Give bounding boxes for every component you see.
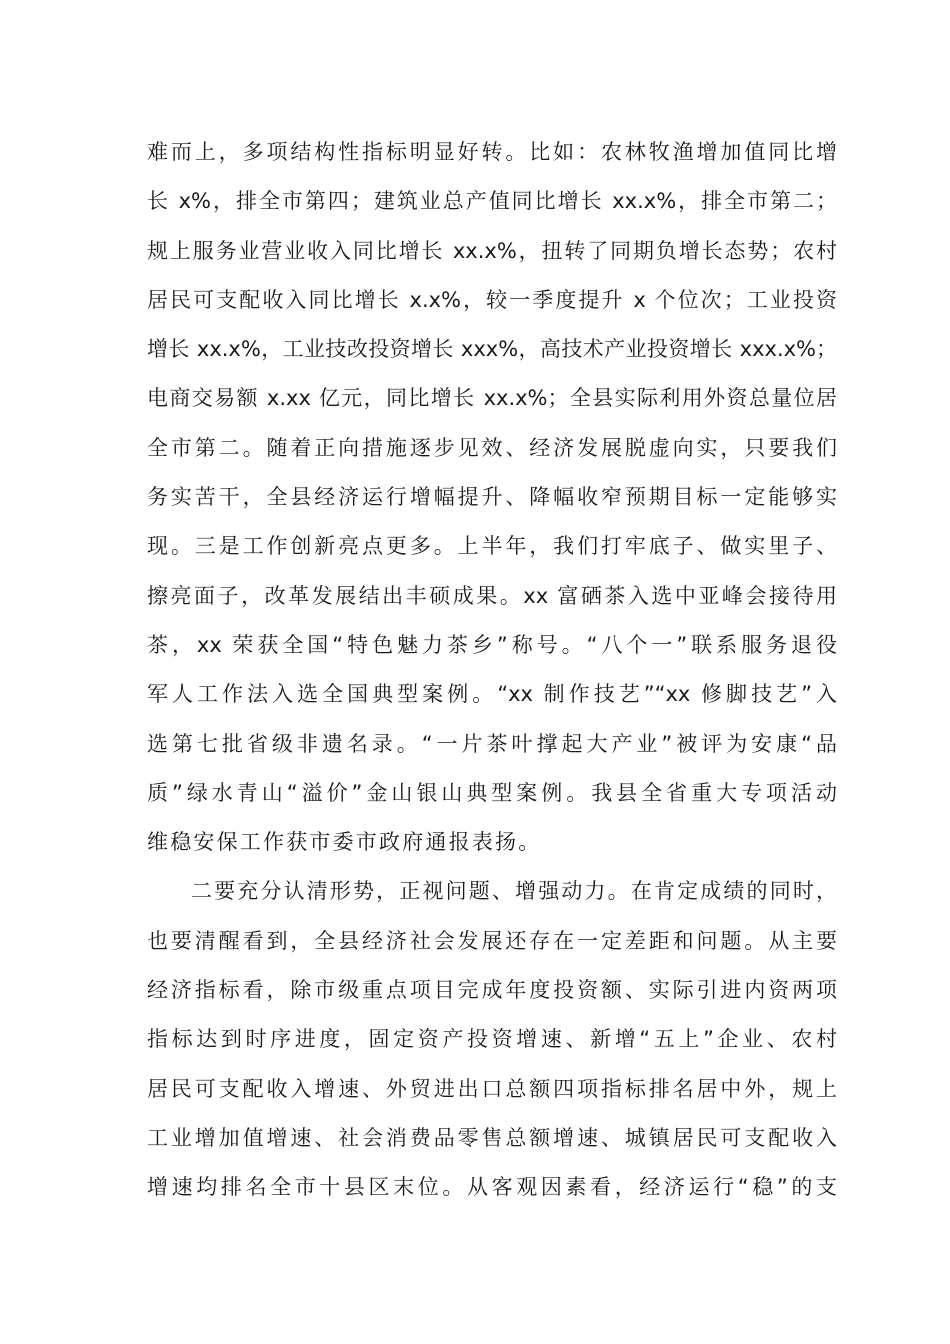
text-line: 选第七批省级非遗名录。“一片茶叶撑起大产业”被评为安康“品 — [147, 731, 837, 756]
text-line: 也要清醒看到，全县经济社会发展还存在一定差距和问题。从主要 — [147, 928, 837, 953]
text-line: 工业增加值增速、社会消费品零售总额增速、城镇居民可支配收入 — [147, 1125, 837, 1150]
text-line: 质”绿水青山“溢价”金山银山典型案例。我县全省重大专项活动 — [147, 780, 837, 805]
text-line: 居民可支配收入同比增长 x.x%，较一季度提升 x 个位次；工业投资 — [147, 287, 837, 312]
text-line: 居民可支配收入增速、外贸进出口总额四项指标排名居中外，规上 — [147, 1076, 837, 1101]
paragraph-start-line: 二要充分认清形势，正视问题、增强动力。在肯定成绩的同时， — [191, 879, 837, 904]
text-line: 现。三是工作创新亮点更多。上半年，我们打牢底子、做实里子、 — [147, 534, 837, 559]
text-line: 增长 xx.x%，工业技改投资增长 xxx%，高技术产业投资增长 xxx.x%； — [147, 337, 837, 362]
text-line: 经济指标看，除市级重点项目完成年度投资额、实际引进内资两项 — [147, 978, 837, 1003]
text-line: 茶，xx 荣获全国“特色魅力茶乡”称号。“八个一”联系服务退役 — [147, 632, 837, 657]
text-line: 擦亮面子，改革发展结出丰硕成果。xx 富硒茶入选中亚峰会接待用 — [147, 583, 837, 608]
text-line: 电商交易额 x.xx 亿元，同比增长 xx.x%；全县实际利用外资总量位居 — [147, 386, 837, 411]
text-line: 军人工作法入选全国典型案例。“xx 制作技艺”“xx 修脚技艺”入 — [147, 682, 837, 707]
paragraph-end-line: 维稳安保工作获市委市政府通报表扬。 — [147, 830, 542, 855]
text-line: 难而上，多项结构性指标明显好转。比如：农林牧渔增加值同比增 — [147, 140, 837, 164]
text-line: 全市第二。随着正向措施逐步见效、经济发展脱虚向实，只要我们 — [147, 435, 837, 460]
text-line: 指标达到时序进度，固定资产投资增速、新增“五上”企业、农村 — [147, 1027, 837, 1052]
text-line: 增速均排名全市十县区末位。从客观因素看，经济运行“稳”的支 — [147, 1175, 837, 1200]
text-line: 规上服务业营业收入同比增长 xx.x%，扭转了同期负增长态势；农村 — [147, 238, 837, 263]
body-text — [147, 128, 837, 1213]
text-line: 务实苦干，全县经济运行增幅提升、降幅收窄预期目标一定能够实 — [147, 485, 837, 510]
text-line: 长 x%，排全市第四；建筑业总产值同比增长 xx.x%，排全市第二； — [147, 189, 837, 214]
